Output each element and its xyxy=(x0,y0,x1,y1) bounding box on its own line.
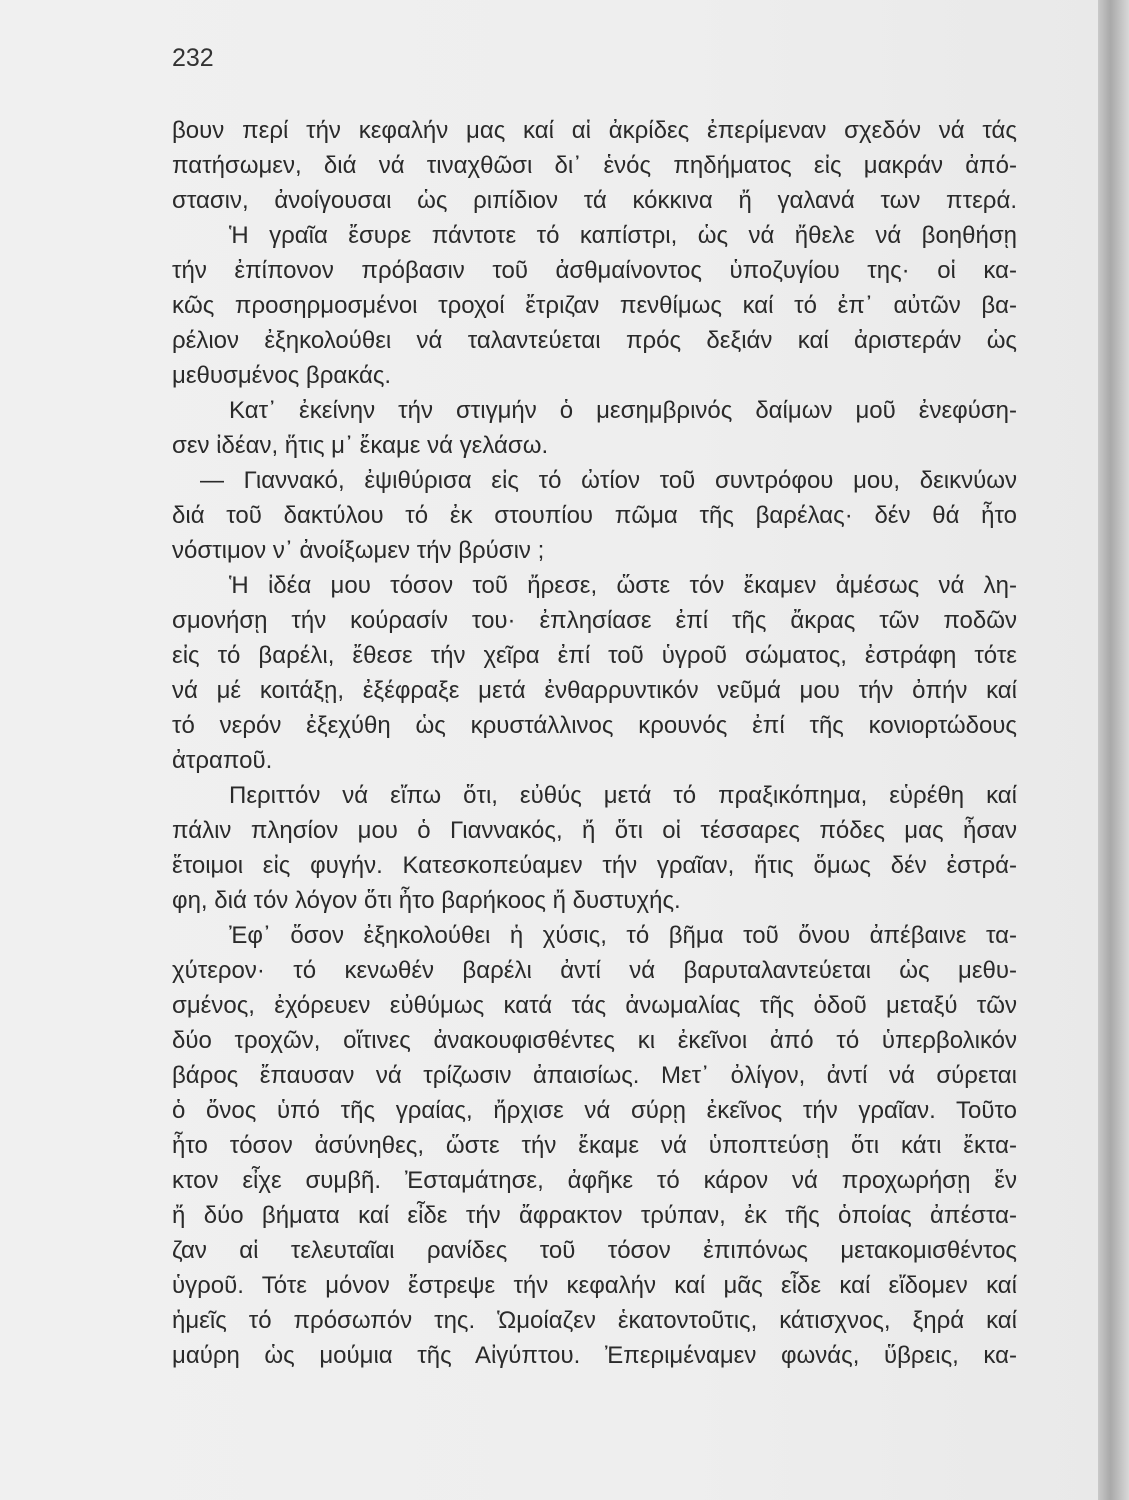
paragraph xyxy=(172,463,1017,568)
text-line: ἕτοιμοι εἰς φυγήν. Κατεσκοπεύαμεν τήν γραῖαν, ἥτις ὅμως δέν ἐστρά- xyxy=(172,852,1017,879)
text-line: ἡμεῖς τό πρόσωπόν της. Ὡμοίαζεν ἑκατοντοῦτις, κάτισχνος, ξηρά καί xyxy=(172,1307,1017,1334)
page-edge-shadow xyxy=(1098,0,1129,1500)
text-line: ἦτο τόσον ἀσύνηθες, ὥστε τήν ἔκαμε νά ὑποπτεύσῃ ὅτι κάτι ἔκτα- xyxy=(172,1132,1017,1159)
text-line: ἤ δύο βήματα καί εἶδε τήν ἄφρακτον τρύπαν, ἐκ τῆς ὁποίας ἀπέστα- xyxy=(172,1202,1017,1229)
text-line: διά τοῦ δακτύλου τό ἐκ στουπίου πῶμα τῆς βαρέλας· δέν θά ἦτο xyxy=(172,502,1017,529)
text-line: ὑγροῦ. Τότε μόνον ἔστρεψε τήν κεφαλήν καί μᾶς εἶδε καί εἴδομεν καί xyxy=(172,1272,1017,1299)
text-line: Ἡ γραῖα ἔσυρε πάντοτε τό καπίστρι, ὡς νά ἤθελε νά βοηθήσῃ xyxy=(229,222,1017,249)
text-line: νά μέ κοιτάξῃ, ἐξέφραξε μετά ἐνθαρρυντικόν νεῦμά μου τήν ὀπήν καί xyxy=(172,677,1017,704)
paragraph xyxy=(172,218,1017,393)
text-line: πάλιν πλησίον μου ὁ Γιαννακός, ἤ ὅτι οἱ τέσσαρες πόδες μας ἦσαν xyxy=(172,817,1017,844)
text-line: τό νερόν ἐξεχύθη ὡς κρυστάλλινος κρουνός ἐπί τῆς κονιορτώδους xyxy=(172,712,1017,739)
text-line: ζαν αἱ τελευταῖαι ρανίδες τοῦ τόσον ἐπιπόνως μετακομισθέντος xyxy=(172,1237,1017,1264)
text-line: Ἡ ἰδέα μου τόσον τοῦ ἤρεσε, ὥστε τόν ἔκαμεν ἀμέσως νά λη- xyxy=(229,572,1017,599)
text-line: εἰς τό βαρέλι, ἔθεσε τήν χεῖρα ἐπί τοῦ ὑγροῦ σώματος, ἐστράφη τότε xyxy=(172,642,1017,669)
text-line: βάρος ἔπαυσαν νά τρίζωσιν ἀπαισίως. Μετ᾽ ὀλίγον, ἀντί νά σύρεται xyxy=(172,1062,1017,1089)
text-line: — Γιαννακό, ἐψιθύρισα εἰς τό ὠτίον τοῦ συντρόφου μου, δεικνύων xyxy=(200,467,1017,494)
text-line: ρέλιον ἐξηκολούθει νά ταλαντεύεται πρός δεξιάν καί ἀριστεράν ὡς xyxy=(172,327,1017,354)
text-line: ὁ ὄνος ὑπό τῆς γραίας, ἤρχισε νά σύρῃ ἐκεῖνος τήν γραῖαν. Τοῦτο xyxy=(172,1097,1017,1124)
text-line: κῶς προσηρμοσμένοι τροχοί ἔτριζαν πενθίμως καί τό ἐπ᾽ αὐτῶν βα- xyxy=(172,292,1017,319)
paragraph xyxy=(172,113,1017,218)
text-line: μαύρη ὡς μούμια τῆς Αἰγύπτου. Ἐπεριμέναμεν φωνάς, ὕβρεις, κα- xyxy=(172,1342,1017,1369)
text-line: κτον εἶχε συμβῆ. Ἐσταμάτησε, ἀφῆκε τό κάρον νά προχωρήσῃ ἕν xyxy=(172,1167,1017,1194)
text-line: μεθυσμένος βρακάς. xyxy=(172,362,392,389)
text-line: φη, διά τόν λόγον ὅτι ἦτο βαρήκοος ἤ δυστυχής. xyxy=(172,887,681,914)
page-number: 232 xyxy=(172,44,214,72)
text-line: ἀτραποῦ. xyxy=(172,747,273,774)
text-line: βουν περί τήν κεφαλήν μας καί αἱ ἀκρίδες ἐπερίμεναν σχεδόν νά τάς xyxy=(172,117,1017,144)
paragraph xyxy=(172,568,1017,778)
text-line: χύτερον· τό κενωθέν βαρέλι ἀντί νά βαρυταλαντεύεται ὡς μεθυ- xyxy=(172,957,1017,984)
paragraph xyxy=(172,918,1017,1373)
text-line: Ἐφ᾽ ὅσον ἐξηκολούθει ἡ χύσις, τό βῆμα τοῦ ὄνου ἀπέβαινε τα- xyxy=(229,922,1017,949)
text-line: σμένος, ἐχόρευεν εὐθύμως κατά τάς ἀνωμαλίας τῆς ὁδοῦ μεταξύ τῶν xyxy=(172,992,1017,1019)
text-line: Περιττόν νά εἴπω ὅτι, εὐθύς μετά τό πραξικόπημα, εὑρέθη καί xyxy=(229,782,1017,809)
body-text xyxy=(172,113,1017,1373)
paragraph xyxy=(172,778,1017,918)
text-line: πατήσωμεν, διά νά τιναχθῶσι δι᾽ ἑνός πηδήματος εἰς μακράν ἀπό- xyxy=(172,152,1017,179)
text-line: σεν ἰδέαν, ἥτις μ᾽ ἔκαμε νά γελάσω. xyxy=(172,432,549,459)
text-line: νόστιμον ν᾽ ἀνοίξωμεν τήν βρύσιν ; xyxy=(172,537,545,564)
text-line: τήν ἐπίπονον πρόβασιν τοῦ ἀσθμαίνοντος ὑποζυγίου της· οἱ κα- xyxy=(172,257,1017,284)
text-line: Κατ᾽ ἐκείνην τήν στιγμήν ὁ μεσημβρινός δαίμων μοῦ ἐνεφύση- xyxy=(229,397,1017,424)
text-line: σμονήσῃ τήν κούρασίν του· ἐπλησίασε ἐπί τῆς ἄκρας τῶν ποδῶν xyxy=(172,607,1017,634)
paragraph xyxy=(172,393,1017,463)
text-line: δύο τροχῶν, οἵτινες ἀνακουφισθέντες κι ἐκεῖνοι ἀπό τό ὑπερβολικόν xyxy=(172,1027,1017,1054)
text-line: στασιν, ἀνοίγουσαι ὡς ριπίδιον τά κόκκινα ἤ γαλανά των πτερά. xyxy=(172,187,1017,214)
